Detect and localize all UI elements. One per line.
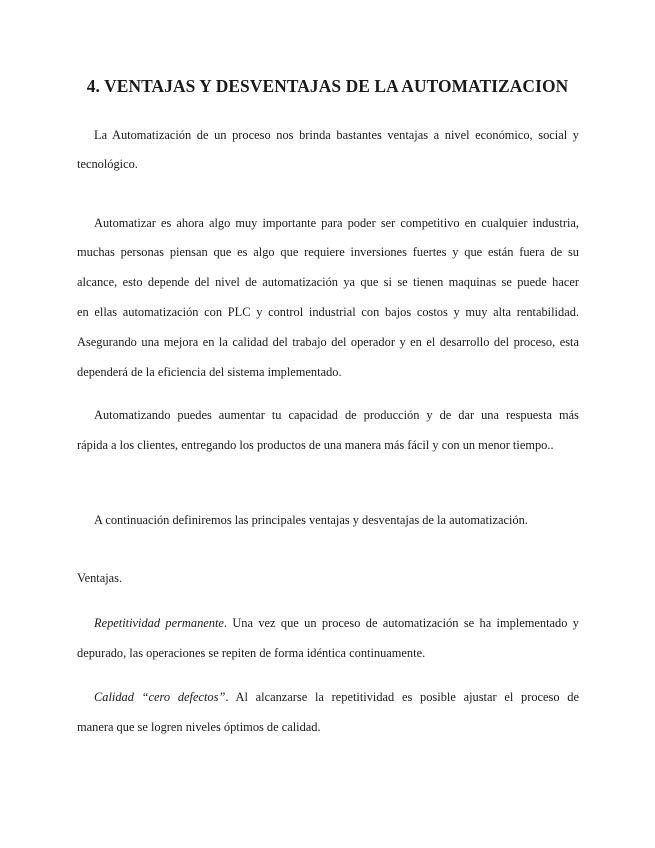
- ventajas-heading: Ventajas.: [77, 571, 123, 585]
- paragraph-2-line-5: Asegurando una mejora en la calidad del trabajo del operador y en el desarrollo del proceso, esta: [77, 335, 579, 349]
- paragraph-4-line-1: A continuación definiremos las principales ventajas y desventajas de la automatización.: [94, 513, 528, 527]
- ventaja-2-term: Calidad “cero defectos”: [94, 690, 226, 704]
- ventaja-2-line-1: [94, 689, 579, 705]
- ventaja-1-line-2: depurado, las operaciones se repiten de forma idéntica continuamente.: [77, 646, 426, 660]
- ventaja-1-line-1-text: . Una vez que un proceso de automatización se ha implementado y: [223, 616, 579, 630]
- paragraph-2-line-1: Automatizar es ahora algo muy importante para poder ser competitivo en cualquier industria,: [94, 216, 579, 230]
- ventaja-1-line-1: [94, 615, 579, 631]
- paragraph-3-line-2: rápida a los clientes, entregando los productos de una manera más fácil y con un menor tiempo..: [77, 438, 554, 452]
- page-title: 4. VENTAJAS Y DESVENTAJAS DE LA AUTOMATIZACION: [86, 76, 569, 96]
- paragraph-1-line-2: tecnológico.: [77, 157, 138, 171]
- paragraph-3-line-1: Automatizando puedes aumentar tu capacidad de producción y de dar una respuesta más: [94, 408, 579, 422]
- ventaja-1-term: Repetitividad permanente: [94, 616, 224, 630]
- paragraph-2-line-3: alcance, esto depende del nivel de automatización ya que si se tienen maquinas se puede hacer: [77, 275, 579, 289]
- paragraph-2-line-4: en ellas automatización con PLC y control industrial con bajos costos y muy alta rentabilidad.: [77, 305, 579, 319]
- ventaja-2-line-2: manera que se logren niveles óptimos de calidad.: [77, 720, 321, 734]
- ventaja-2-line-1-text: . Al alcanzarse la repetitividad es posible ajustar el proceso de: [225, 690, 579, 704]
- paragraph-2-line-2: muchas personas piensan que es algo que requiere inversiones fuertes y que están fuera de su: [77, 245, 579, 259]
- paragraph-2-line-6: dependerá de la eficiencia del sistema implementado.: [77, 365, 342, 379]
- paragraph-1-line-1: La Automatización de un proceso nos brinda bastantes ventajas a nivel económico, social y: [94, 128, 579, 142]
